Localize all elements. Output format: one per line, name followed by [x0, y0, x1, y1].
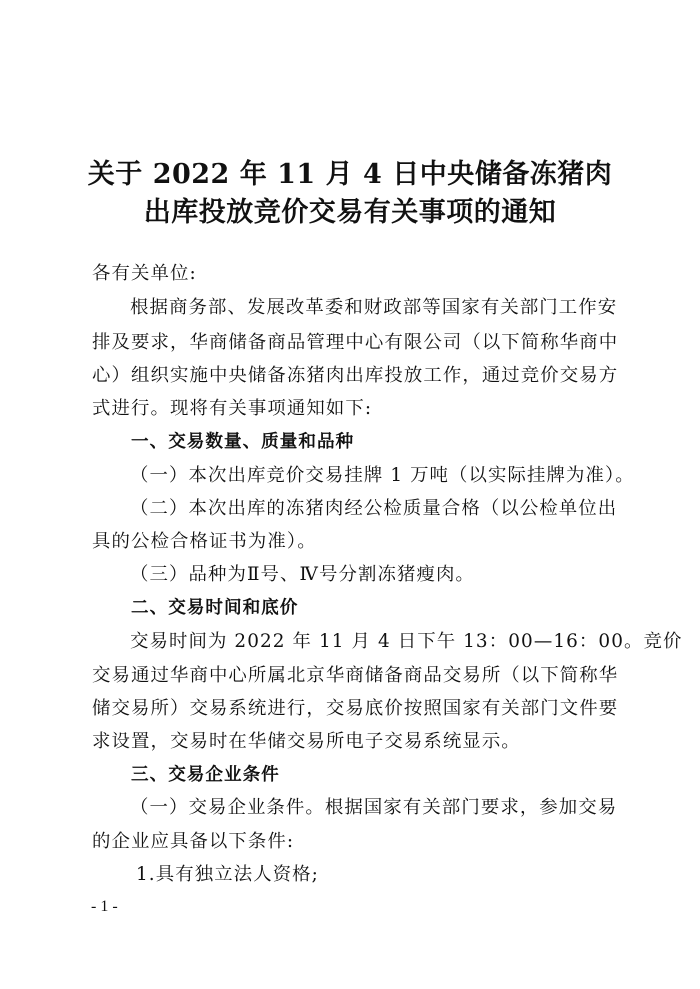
intro-line: 式进行。现将有关事项通知如下: — [92, 398, 373, 419]
document-title-line-2: 出库投放竞价交易有关事项的通知 — [143, 197, 557, 228]
paragraph-line: 求设置，交易时在华储交易所电子交易系统显示。 — [92, 731, 521, 752]
document-title-line-1: 关于 2022 年 11 月 4 日中央储备冻猪肉 — [87, 159, 613, 190]
page-number: - 1 - — [91, 898, 118, 915]
intro-line: 排及要求，华商储备商品管理中心有限公司（以下简称华商中 — [92, 332, 619, 353]
paragraph-line: （三）品种为Ⅱ号、Ⅳ号分割冻猪瘦肉。 — [130, 564, 475, 585]
section-heading-conditions: 三、交易企业条件 — [131, 765, 280, 785]
paragraph-line: 交易时间为 2022 年 11 月 4 日下午 13：00—16：00。竞价 — [130, 631, 683, 652]
intro-line: 根据商务部、发展改革委和财政部等国家有关部门工作安 — [130, 297, 618, 318]
paragraph-line: （一）本次出库竞价交易挂牌 1 万吨（以实际挂牌为准）。 — [130, 465, 635, 486]
paragraph-line: 交易通过华商中心所属北京华商储备商品交易所（以下简称华 — [92, 665, 619, 686]
salutation: 各有关单位: — [92, 263, 197, 284]
paragraph-line: 1.具有独立法人资格; — [136, 864, 319, 885]
paragraph-line: 具的公检合格证书为准）。 — [92, 531, 317, 552]
section-heading-time: 二、交易时间和底价 — [131, 598, 299, 618]
paragraph-line: （二）本次出库的冻猪肉经公检质量合格（以公检单位出 — [130, 498, 618, 519]
paragraph-line: 的企业应具备以下条件: — [92, 831, 295, 852]
intro-line: 心）组织实施中央储备冻猪肉出库投放工作，通过竞价交易方 — [92, 365, 619, 386]
paragraph-line: （一）交易企业条件。根据国家有关部门要求，参加交易 — [130, 797, 618, 818]
section-heading-quantity: 一、交易数量、质量和品种 — [131, 432, 355, 452]
paragraph-line: 储交易所）交易系统进行，交易底价按照国家有关部门文件要 — [92, 698, 619, 719]
